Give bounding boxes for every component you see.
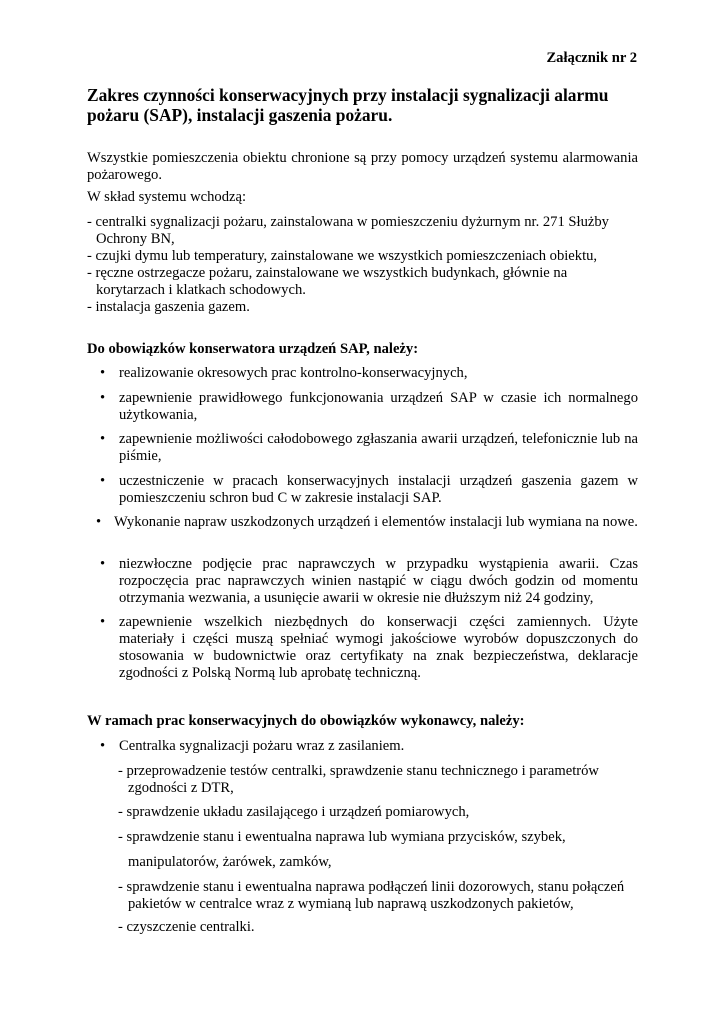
bullet-icon: • <box>96 514 102 530</box>
component-line-continued: korytarzach i klatkach schodowych. <box>96 282 306 298</box>
bullet-icon: • <box>100 431 106 447</box>
document-title: Zakres czynności konserwacyjnych przy instalacji sygnalizacji alarmu pożaru (SAP), instalacji gaszenia pożaru. <box>87 85 609 125</box>
contractor-heading: W ramach prac konserwacyjnych do obowiązków wykonawcy, należy: <box>87 713 525 729</box>
bullet-icon: • <box>100 614 106 630</box>
component-item <box>87 248 638 265</box>
bullet-icon: • <box>100 473 106 489</box>
contractor-subitem: - czyszczenie centralki. <box>118 919 255 935</box>
bullet-icon: • <box>100 556 106 572</box>
component-item <box>87 265 638 299</box>
contractor-subitem: - sprawdzenie stanu i ewentualna naprawa lub wymiana przycisków, szybek, <box>118 829 566 845</box>
bullet-icon: • <box>100 390 106 406</box>
component-item <box>87 299 638 316</box>
component-line: - instalacja gaszenia gazem. <box>87 299 250 315</box>
contractor-subitem: - sprawdzenie stanu i ewentualna naprawa podłączeń linii dozorowych, stanu połączeń pakietów w centralce wraz z wymianą lub naprawą uszkodzonych pakietów, <box>118 879 625 912</box>
component-line-continued: Ochrony BN, <box>96 231 175 247</box>
contractor-subitem: - przeprowadzenie testów centralki, sprawdzenie stanu technicznego i parametrów zgodności z DTR, <box>118 763 599 796</box>
component-line: - centralki sygnalizacji pożaru, zainstalowana w pomieszczeniu dyżurnym nr. 271 Służby <box>87 214 609 230</box>
attachment-label: Załącznik nr 2 <box>546 50 637 66</box>
document-page: Załącznik nr 2 Zakres czynności konserwacyjnych przy instalacji sygnalizacji alarmu pożaru (SAP), instalacji gaszenia pożaru. Wszystkie pomieszczenia obiektu chronione są przy pomocy urządzeń systemu alarmowania pożarowego. W skład systemu wchodzą: - centralki sygnalizacji pożaru, zainstalowana w pomieszczeniu dyżurnym nr. 271 Służby Ochrony BN, - czujki dymu lub temperatury, zainstalowane we wszystkich pomieszczeniach obiektu, - ręczne ostrzegacze pożaru, zainstalowane we wszystkich budynkach, głównie na korytarzach i klatkach schodowych. - instalacja gaszenia gazem. Do obowiązków konserwatora urządzeń SAP, należy: • realizowanie okresowych prac kontrolno-konserwacyjnych, • zapewnienie prawidłowego funkcjonowania urządzeń SAP w czasie ich normalnego użytkowania, • zapewnienie możliwości całodobowego zgłaszania awarii urządzeń, telefonicznie lub na piśmie, • uczestniczenie w pracach konserwacyjnych instalacji urządzeń gaszenia gazem w pomieszczeniu schron bud C w zakresie instalacji SAP. • Wykonanie napraw uszkodzonych urządzeń i elementów instalacji lub wymiana na nowe. • niezwłoczne podjęcie prac naprawczych w przypadku wystąpienia awarii. Czas rozpoczęcia prac naprawczych winien nastąpić w ciągu dwóch godzin od momentu otrzymania wezwania, a usunięcie awarii w okresie nie dłuższym niż 24 godziny, • zapewnienie wszelkich niezbędnych do konserwacji części zamiennych. Użyte materiały i części muszą spełniać wymogi jakościowe wyrobów dopuszczonych do stosowania w budownictwie oraz certyfikaty na znak bezpieczeństwa, deklaracje zgodności z Polską Normą lub aprobatę techniczną. W ramach prac konserwacyjnych do obowiązków wykonawcy, należy: • Centralka sygnalizacji pożaru wraz z zasilaniem. - przeprowadzenie testów centralki, sprawdzenie stanu technicznego i parametrów zgodności z DTR, - sprawdzenie układu zasilającego i urządzeń pomiarowych, - sprawdzenie stanu i ewentualna naprawa lub wymiana przycisków, szybek, manipulatorów, żarówek, zamków, - sprawdzenie stanu i ewentualna naprawa podłączeń linii dozorowych, stanu połączeń pakietów w centralce wraz z wymianą lub naprawą uszkodzonych pakietów, - czyszczenie centralki. <box>0 0 724 1024</box>
contractor-subitem: - sprawdzenie układu zasilającego i urządzeń pomiarowych, <box>118 804 470 820</box>
bullet-icon: • <box>100 365 106 381</box>
component-line: - ręczne ostrzegacze pożaru, zainstalowane we wszystkich budynkach, głównie na <box>87 265 568 281</box>
contractor-subitem-continued: manipulatorów, żarówek, zamków, <box>128 854 332 870</box>
maintainer-heading: Do obowiązków konserwatora urządzeń SAP, należy: <box>87 341 419 357</box>
bullet-icon: • <box>100 738 106 754</box>
intro-paragraph: Wszystkie pomieszczenia obiektu chronione są przy pomocy urządzeń systemu alarmowania pożarowego. <box>87 150 638 183</box>
composition-label: W skład systemu wchodzą: <box>87 189 247 205</box>
component-item <box>87 214 638 248</box>
component-line: - czujki dymu lub temperatury, zainstalowane we wszystkich pomieszczeniach obiektu, <box>87 248 598 264</box>
